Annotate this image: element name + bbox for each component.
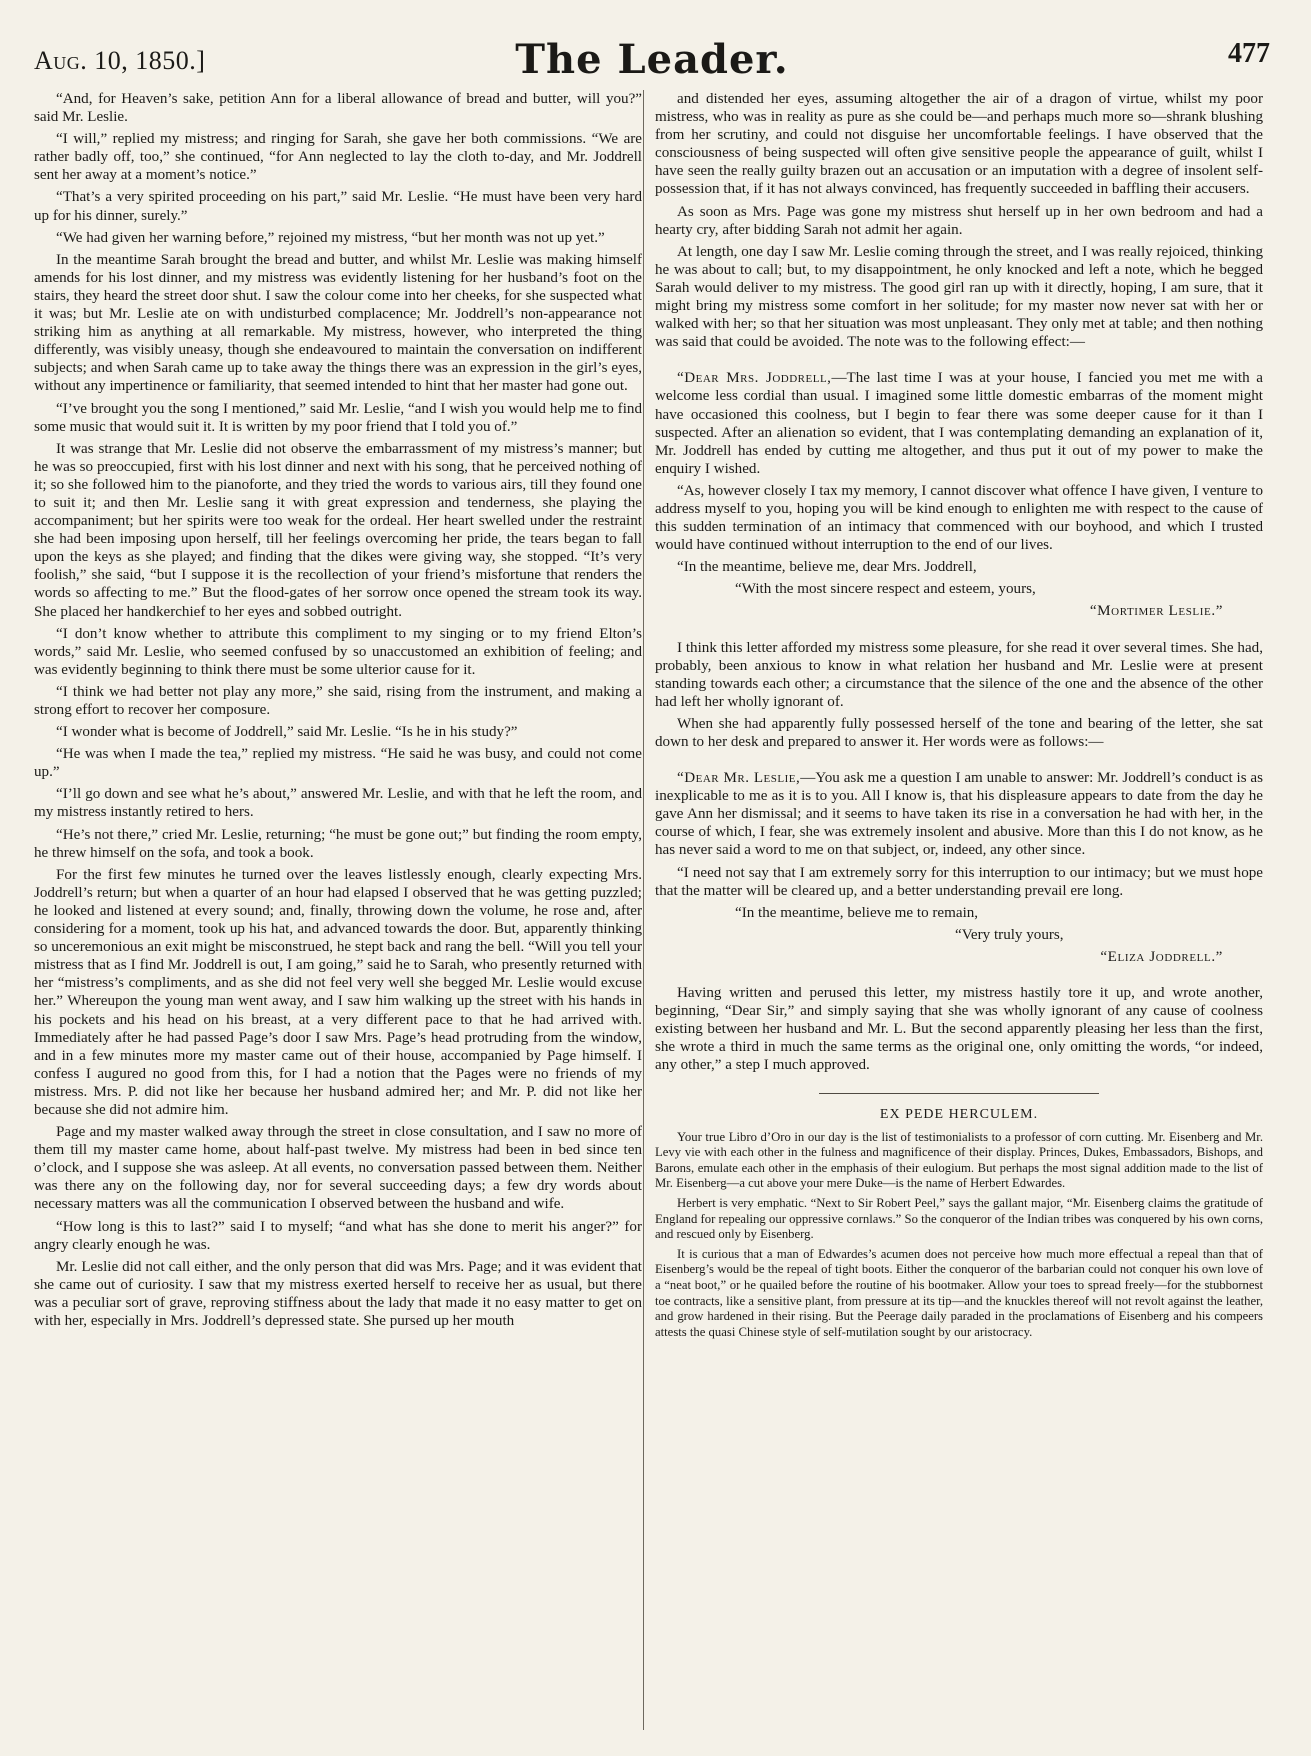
- page-number: 477: [1228, 38, 1270, 69]
- letter-closing: “With the most sincere respect and esteem, yours,: [735, 581, 1036, 598]
- letter-salutation: “Dear Mrs. Joddrell,: [677, 370, 832, 387]
- paragraph: “We had given her warning before,” rejoined my mistress, “but her month was not up yet.”: [56, 229, 605, 246]
- letter-closing: “Very truly yours,: [955, 926, 1064, 943]
- paragraph: Having written and perused this letter, my mistress hastily tore it up, and wrote another, beginning, “Dear Sir,” and simply saying that she was wholly ignorant of any cause of coolness existing between her husband and Mr. L. But the second apparently pleasing her less than the first, she wrote a third in much the same terms as the original one, only omitting the words, “or indeed, any other,” a step I much approved.: [655, 985, 1263, 1074]
- paragraph: When she had apparently fully possessed herself of the tone and bearing of the letter, she sat down to her desk and prepared to answer it. Her words were as follows:—: [655, 715, 1263, 750]
- letter-joddrell-opening: [655, 769, 1263, 859]
- paragraph: “How long is this to last?” said I to myself; “and what has she done to merit his anger?” for angry clearly enough he was.: [34, 1218, 642, 1253]
- paragraph: Page and my master walked away through the street in close consultation, and I saw no more of them till my master came home, about half-past twelve. My mistress had been in bed since ten o’clock, and I suppose she was asleep. At all events, no conversation passed between them. Neither was there any on the following day, nor for several succeeding days; a few dry words about necessary matters was all the communication I observed between the husband and wife.: [34, 1124, 642, 1213]
- left-column: [34, 90, 642, 1334]
- spacer: [655, 970, 1263, 984]
- paragraph: I think this letter afforded my mistress some pleasure, for she read it over several times. She had, probably, been anxious to know in what relation her husband and Mr. Leslie were at present standing towards each other; a circumstance that the silence of the one and the absence of the other had left her wholly ignorant of.: [655, 639, 1263, 710]
- paragraph: Herbert is very emphatic. “Next to Sir Robert Peel,” says the gallant major, “Mr. Eisenberg claims the gratitude of England for repealing our oppressive cornlaws.” So the conqueror of the Indian tribes was conquered by his own corns, and rescued only by Eisenberg.: [655, 1195, 1263, 1242]
- paragraph: As soon as Mrs. Page was gone my mistress shut herself up in her own bedroom and had a hearty cry, after bidding Sarah not admit her again.: [655, 203, 1263, 238]
- paragraph: “He’s not there,” cried Mr. Leslie, returning; “he must be gone out;” but finding the room empty, he threw himself on the sofa, and took a book.: [34, 826, 642, 861]
- letter-paragraph: “In the meantime, believe me, dear Mrs. Joddrell,: [677, 559, 977, 576]
- paragraph: “I don’t know whether to attribute this compliment to my singing or to my friend Elton’s words,” said Mr. Leslie, who seemed confused by so unaccustomed an exhibition of feeling; and was evidently beginning to think there must be some ulterior cause for it.: [34, 625, 642, 678]
- paragraph: “I wonder what is become of Joddrell,” said Mr. Leslie. “Is he in his study?”: [56, 724, 518, 741]
- right-column: [655, 90, 1263, 1344]
- paragraph: In the meantime Sarah brought the bread and butter, and whilst Mr. Leslie was making himself amends for his lost dinner, and my mistress was evidently listening for her husband’s foot on the stairs, they heard the street door shut. I saw the colour come into her cheeks, for she suspected what it was; but Mr. Leslie ate on with undisturbed complacence; Mr. Joddrell’s non-appearance not striking him as anything at all remarkable. My mistress, however, who interpreted the thing differently, was visibly uneasy, though she endeavoured to maintain the conversation on indifferent subjects; and when Sarah came up to take away the things there was an expression in the girl’s eyes, without any impertinence or familiarity, that seemed intended to hint that her master had gone out.: [34, 251, 642, 395]
- paragraph: “He was when I made the tea,” replied my mistress. “He said he was busy, and could not come up.”: [34, 746, 642, 781]
- paragraph: It is curious that a man of Edwardes’s acumen does not perceive how much more effectual a repeal than that of Eisenberg’s would be the repeal of tight boots. Either the conqueror of the barbarian could not conquer his own love of a “neat boot,” or he quailed before the routine of his bootmaker. Allow your toes to spread freely—for the stubbornest toe contracts, like a sensitive plant, from pressure at its tip—and the knuckles thereof will not revolt against the leather, and grow hardened in their rising. But the Peerage daily paraded in the proclamations of Eisenberg and his compeers attests the quasi Chinese style of self-mutilation sought by our aristocracy.: [655, 1246, 1263, 1339]
- paragraph: For the first few minutes he turned over the leaves listlessly enough, clearly expecting Mrs. Joddrell’s return; but when a quarter of an hour had elapsed I observed that he was getting puzzled; he looked and listened at every sound; and, finally, throwing down the volume, he rose and, after considering for a moment, took up his hat, and advanced towards the door. But, apparently thinking so unceremonious an exit might be misconstrued, he stept back and rang the bell. “Will you tell your mistress that as I find Mr. Joddrell is out, I am going,” said he to Sarah, who presently returned with her “mistress’s compliments, and as she did not feel very well she begged Mr. Leslie would excuse her.” Whereupon the young man went away, and I saw him walking up the street with his hands in his pockets and his head on his breast, at a very different pace to that he had arrived with. Immediately after he had passed Page’s door I saw Mrs. Page’s head protruding from the window, and in a few minutes more my master came out of their house, accompanied by Page himself. I confess I augured no good from this, for I had a notion that the Pages were no friends of my mistress. Mrs. P. did not like her because her husband admired her; and Mr. P. did not like her because she did not admire him.: [34, 866, 642, 1118]
- column-divider: [643, 90, 644, 1730]
- letter-paragraph: “As, however closely I tax my memory, I cannot discover what offence I have given, I venture to address myself to you, hoping you will be kind enough to enlighten me with respect to the cause of this sudden termination of an intimacy that commenced with our boyhood, and which I trusted would have continued without interruption to the end of our lives.: [655, 482, 1263, 554]
- paragraph: “That’s a very spirited proceeding on his part,” said Mr. Leslie. “He must have been very hard up for his dinner, surely.”: [34, 189, 642, 224]
- letter-closing: “In the meantime, believe me to remain,: [735, 904, 979, 921]
- issue-date: Aug. 10, 1850.]: [34, 46, 206, 75]
- paragraph: “I think we had better not play any more,” she said, rising from the instrument, and making a strong effort to recover her composure.: [34, 683, 642, 718]
- letter-paragraph: “I need not say that I am extremely sorry for this interruption to our intimacy; but we must hope that the matter will be cleared up, and a better understanding prevail ere long.: [655, 864, 1263, 899]
- letter-text: —You ask me a question I am unable to answer: Mr. Joddrell’s conduct is as inexplicable to me as it is to you. All I know is, that his displeasure appears to date from the day he gave Ann her dismissal; and it seems to have taken its rise in a conversation he had with her, in the course of which, I fear, she was extremely insolent and abusive. More than this I do not know, as he has never said a word to me on that subject, or, indeed, any other since.: [655, 770, 1263, 859]
- paragraph: Your true Libro d’Oro in our day is the list of testimonialists to a professor of corn cutting. Mr. Eisenberg and Mr. Levy vie with each other in the fulness and magnificence of their display. Princes, Dukes, Embassadors, Bishops, and Barons, emulate each other in the emphasis of their eulogium. But perhaps the most signal addition made to the list of Mr. Eisenberg—a cut above your mere Duke—is the name of Herbert Edwardes.: [655, 1129, 1263, 1191]
- paragraph: “I will,” replied my mistress; and ringing for Sarah, she gave her both commissions. “We are rather badly off, too,” she continued, “for Ann neglected to lay the cloth to-day, and Mr. Joddrell sent her away at a moment’s notice.”: [34, 131, 642, 184]
- spacer: [655, 355, 1263, 369]
- paragraph: At length, one day I saw Mr. Leslie coming through the street, and I was really rejoiced, thinking he was about to call; but, to my disappointment, he only knocked and left a note, which he begged Sarah would deliver to my mistress. The good girl ran up with it directly, hoping, I am sure, that it might bring my mistress some comfort in her solitude; for my master now never sat with her or walked with her; so that her situation was most unpleasant. They only met at table; and then nothing was said that could be avoided. The note was to the following effect:—: [655, 243, 1263, 351]
- letter-salutation: “Dear Mr. Leslie,: [677, 770, 801, 787]
- page-header: [34, 28, 1270, 83]
- paragraph: “And, for Heaven’s sake, petition Ann for a liberal allowance of bread and butter, will you?” said Mr. Leslie.: [34, 91, 642, 126]
- section-divider: [819, 1093, 1099, 1094]
- letter-signature: “Mortimer Leslie.”: [1089, 603, 1223, 620]
- paragraph: “I’ll go down and see what he’s about,” answered Mr. Leslie, and with that he left the room, and my mistress instantly retired to hers.: [34, 786, 642, 821]
- letter-leslie-opening: [655, 369, 1263, 478]
- letter-signature: “Eliza Joddrell.”: [1100, 948, 1223, 965]
- paragraph: It was strange that Mr. Leslie did not observe the embarrassment of my mistress’s manner; but he was so preoccupied, first with his lost dinner and next with his song, that he perceived nothing of it; so she followed him to the pianoforte, and they tried the words to various airs, till they found one to suit it; and then Mr. Leslie sang it with great expression and tenderness, she playing the accompaniment; but her spirits were too weak for the ordeal. Her heart swelled under the restraint she had been imposing upon herself, till her feelings overcoming her pride, the tears began to fall upon the keys as she played; and finding that the dikes were giving way, she stopped. “It’s very foolish,” she said, “but I suppose it is the recollection of your friend’s misfortune that renders the words so affecting to me.” But the flood-gates of her sorrow once opened the stream took its way. She placed her handkerchief to her eyes and sobbed outright.: [34, 440, 642, 620]
- paragraph: and distended her eyes, assuming altogether the air of a dragon of virtue, whilst my poor mistress, who was in reality as pure as she could be—and perhaps much more so—shrank blushing from her scrutiny, and could not disguise her uncomfortable feelings. I have observed that the consciousness of being suspected will often give sensitive people the appearance of guilt, whilst I have seen the really guilty brazen out an accusation or an imputation with a degree of insolent self-possession that, if it has not always convinced, has frequently succeeded in baffling their accusers.: [655, 91, 1263, 198]
- spacer: [655, 625, 1263, 639]
- paragraph: Mr. Leslie did not call either, and the only person that did was Mrs. Page; and it was evident that she came out of curiosity. I saw that my mistress exerted herself to receive her as usual, but there was a peculiar sort of grave, reproving stiffness about the lady that made it no easy matter to get on with her, especially in Mrs. Joddrell’s depressed state. She pursed up her mouth: [34, 1258, 642, 1329]
- letter-text: —The last time I was at your house, I fancied you met me with a welcome less cordial than usual. I imagined some little domestic embarras of the moment might have occasioned this coolness, but I begin to fear there was some deeper cause for it than I suspected. After an alienation so evident, that I was contemplating demanding an explanation of it, Mr. Joddrell has ended by cutting me altogether, and thus put it out of my power to make the enquiry I wished.: [655, 370, 1263, 477]
- masthead-title: The Leader.: [515, 36, 789, 83]
- paragraph: “I’ve brought you the song I mentioned,” said Mr. Leslie, “and I wish you would help me to find some music that would suit it. It is written by my poor friend that I told you of.”: [34, 400, 642, 435]
- section-title: EX PEDE HERCULEM.: [879, 1106, 1039, 1122]
- spacer: [655, 755, 1263, 769]
